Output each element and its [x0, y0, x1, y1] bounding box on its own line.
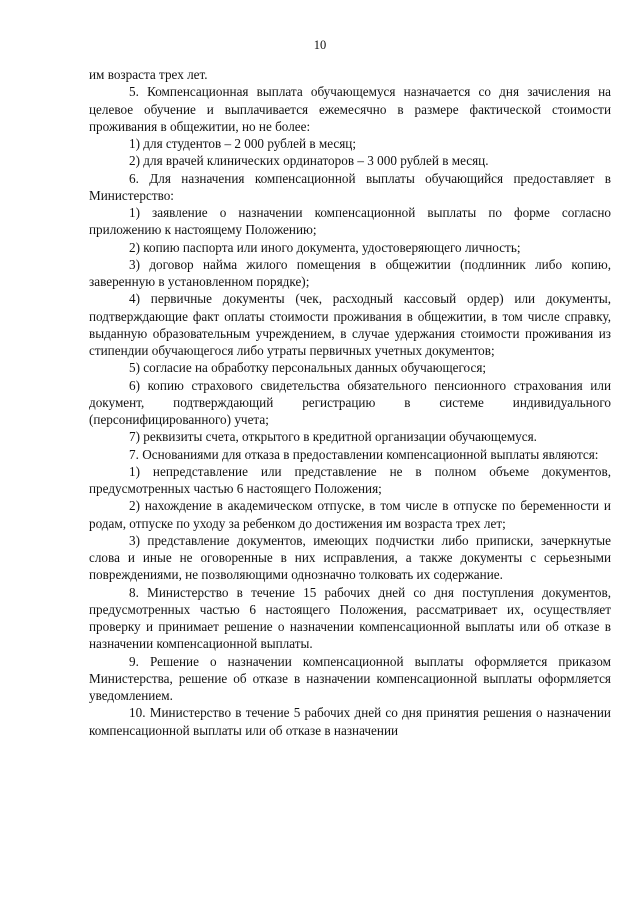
paragraph-item-7-2: 2) нахождение в академическом отпуске, в том числе в отпуске по беременности и родам, отпуске по уходу за ребенком до достижения им возраста трех лет; [89, 498, 611, 531]
paragraph-item-5-1: 1) для студентов – 2 000 рублей в месяц; [129, 136, 357, 151]
paragraph-item-7-1: 1) непредставление или представление не в полном объеме документов, предусмотренных частью 6 настоящего Положения; [89, 463, 611, 496]
paragraph-item-6: 6. Для назначения компенсационной выплаты обучающийся предоставляет в Министерство: [89, 170, 611, 203]
paragraph-item-6-4: 4) первичные документы (чек, расходный кассовый ордер) или документы, подтверждающие факт оплаты стоимости проживания в общежитии, в том числе справку, выданную образовательным учреждением, в случае удержания стоимости проживания из стипендии обучающегося либо утраты первичных учетных документов; [89, 291, 611, 358]
paragraph-item-7-3: 3) представление документов, имеющих подчистки либо приписки, зачеркнутые слова и иные не оговоренные в них исправления, а также документы с серьезными повреждениями, не позволяющими однозначно толковать их содержание. [89, 532, 611, 583]
paragraph-item-5: 5. Компенсационная выплата обучающемуся назначается со дня зачисления на целевое обучение и выплачивается ежемесячно в размере фактической стоимости проживания в общежитии, но не более: [89, 84, 611, 134]
paragraph-item-6-3: 3) договор найма жилого помещения в общежитии (подлинник либо копию, заверенную в установленном порядке); [89, 256, 611, 289]
paragraph-item-8: 8. Министерство в течение 15 рабочих дней со дня поступления документов, предусмотренных частью 6 настоящего Положения, рассматривает их, осуществляет проверку и принимает решение о назначении компенсационной выплаты или об отказе в назначении компенсационной выплаты. [89, 584, 611, 652]
page-number: 10 [313, 38, 327, 52]
paragraph-item-5-2: 2) для врачей клинических ординаторов – 3 000 рублей в месяц. [129, 153, 489, 169]
paragraph-continuation: им возраста трех лет. [89, 67, 208, 82]
paragraph-item-6-2: 2) копию паспорта или иного документа, удостоверяющего личность; [129, 239, 521, 255]
document-body [89, 66, 611, 739]
paragraph-item-9: 9. Решение о назначении компенсационной выплаты оформляется приказом Министерства, решение об отказе в назначении компенсационной выплаты оформляется уведомлением. [89, 653, 611, 703]
paragraph-item-7: 7. Основаниями для отказа в предоставлении компенсационной выплаты являются: [129, 446, 599, 462]
paragraph-item-6-7: 7) реквизиты счета, открытого в кредитной организации обучающемуся. [129, 429, 537, 445]
paragraph-item-6-5: 5) согласие на обработку персональных данных обучающегося; [129, 360, 487, 376]
paragraph-item-6-6: 6) копию страхового свидетельства обязательного пенсионного страхования или документ, подтверждающий регистрацию в системе индивидуального (персонифицированного) учета; [89, 377, 611, 427]
paragraph-item-6-1: 1) заявление о назначении компенсационной выплаты по форме согласно приложению к настоящему Положению; [89, 205, 611, 238]
paragraph-item-10: 10. Министерство в течение 5 рабочих дней со дня принятия решения о назначении компенсационной выплаты или об отказе в назначении [89, 705, 611, 738]
